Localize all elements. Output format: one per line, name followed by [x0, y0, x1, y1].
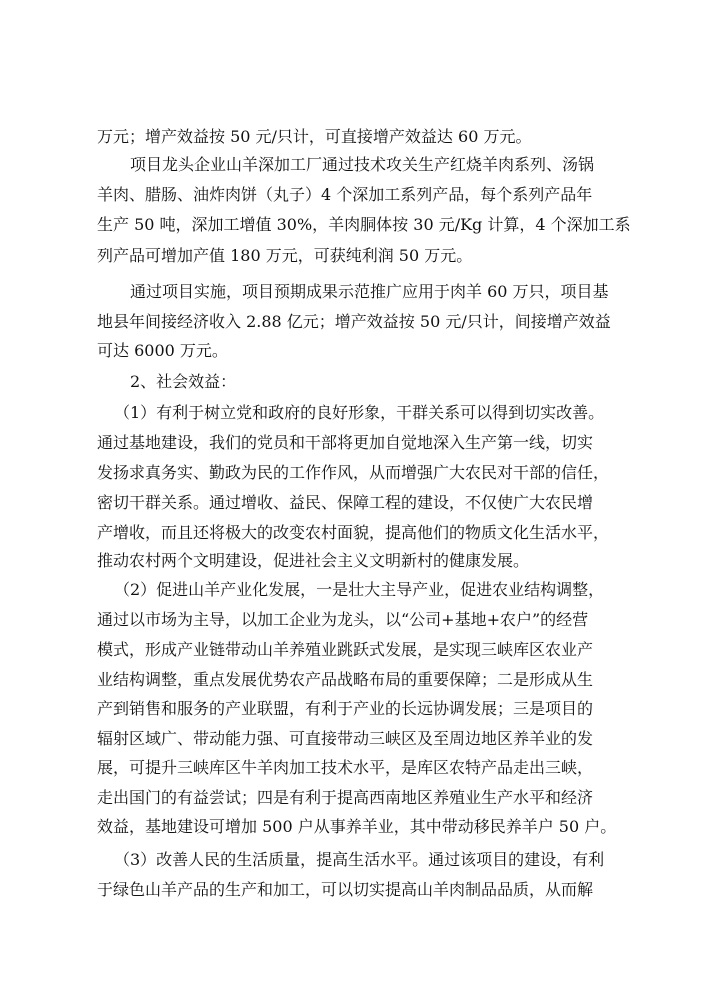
text-line — [0, 241, 703, 271]
text-line — [0, 665, 703, 695]
line-text: 万元；增产效益按 50 元/只计，可直接增产效益达 60 万元。 — [97, 127, 532, 146]
text-line — [0, 458, 703, 488]
line-text: 模式，形成产业链带动山羊养殖业跳跃式发展，是实现三峡库区农业产 — [97, 640, 594, 659]
text-line — [0, 518, 703, 548]
line-text: 密切干群关系。通过增收、益民、保障工程的建设，不仅使广大农民增 — [97, 493, 594, 512]
line-text: （3）改善人民的生活质量，提高生活水平。通过该项目的建设，有利 — [114, 850, 605, 869]
text-line — [0, 812, 703, 842]
line-text: 羊肉、腊肠、油炸肉饼（丸子）4 个深加工系列产品，每个系列产品年 — [97, 185, 593, 204]
text-line — [0, 845, 703, 875]
line-text: 可达 6000 万元。 — [97, 341, 228, 360]
text-line — [0, 488, 703, 518]
text-line — [0, 180, 703, 210]
text-line — [0, 546, 703, 576]
text-line — [0, 336, 703, 366]
line-text: 发扬求真务实、勤政为民的工作作风，从而增强广大农民对干部的信任， — [97, 463, 610, 482]
line-text: 产增收，而且还将极大的改变农村面貌，提高他们的物质文化生活水平， — [97, 523, 610, 542]
text-line — [0, 122, 703, 152]
line-text: 通过以市场为主导，以加工企业为龙头，以“公司+基地+农户”的经营 — [97, 610, 589, 629]
line-text: 展，可提升三峡库区牛羊肉加工技术水平，是库区农特产品走出三峡， — [97, 758, 594, 777]
line-text: 推动农村两个文明建设，促进社会主义文明新村的健康发展。 — [97, 551, 530, 570]
section-heading-text: 2、社会效益： — [130, 372, 237, 391]
text-line — [0, 277, 703, 307]
line-text: 通过项目实施，项目预期成果示范推广应用于肉羊 60 万只，项目基 — [130, 282, 609, 301]
line-text: 效益，基地建设可增加 500 户从事养羊业，其中带动移民养羊户 50 户。 — [97, 817, 617, 836]
line-text: 项目龙头企业山羊深加工厂通过技术攻关生产红烧羊肉系列、汤锅 — [130, 155, 595, 174]
line-text: 业结构调整，重点发展优势农产品战略布局的重要保障；二是形成从生 — [97, 670, 594, 689]
text-line — [0, 398, 703, 428]
text-line — [0, 724, 703, 754]
line-text: 产到销售和服务的产业联盟，有利于产业的长远协调发展；三是项目的 — [97, 699, 594, 718]
line-text: 地县年间接经济收入 2.88 亿元；增产效益按 50 元/只计，间接增产效益 — [97, 312, 611, 331]
text-line — [0, 694, 703, 724]
text-line — [0, 635, 703, 665]
text-line — [0, 575, 703, 605]
text-line — [0, 783, 703, 813]
section-heading — [0, 367, 703, 397]
line-text: （1）有利于树立党和政府的良好形象，干群关系可以得到切实改善。 — [114, 403, 605, 422]
text-line — [0, 210, 703, 240]
text-line — [0, 753, 703, 783]
line-text: 于绿色山羊产品的生产和加工，可以切实提高山羊肉制品品质，从而解 — [97, 880, 594, 899]
line-text: 走出国门的有益尝试；四是有利于提高西南地区养殖业生产水平和经济 — [97, 788, 594, 807]
line-text: （2）促进山羊产业化发展，一是壮大主导产业，促进农业结构调整， — [114, 580, 605, 599]
text-line — [0, 605, 703, 635]
line-text: 列产品可增加产值 180 万元，可获纯利润 50 万元。 — [97, 246, 473, 265]
line-text: 辐射区域广、带动能力强、可直接带动三峡区及至周边地区养羊业的发 — [97, 729, 594, 748]
text-line — [0, 428, 703, 458]
line-text: 生产 50 吨，深加工增值 30%，羊肉胴体按 30 元/Kg 计算，4 个深加工系 — [97, 215, 631, 234]
text-line — [0, 875, 703, 905]
text-line — [0, 150, 703, 180]
text-line — [0, 307, 703, 337]
line-text: 通过基地建设，我们的党员和干部将更加自觉地深入生产第一线，切实 — [97, 433, 594, 452]
